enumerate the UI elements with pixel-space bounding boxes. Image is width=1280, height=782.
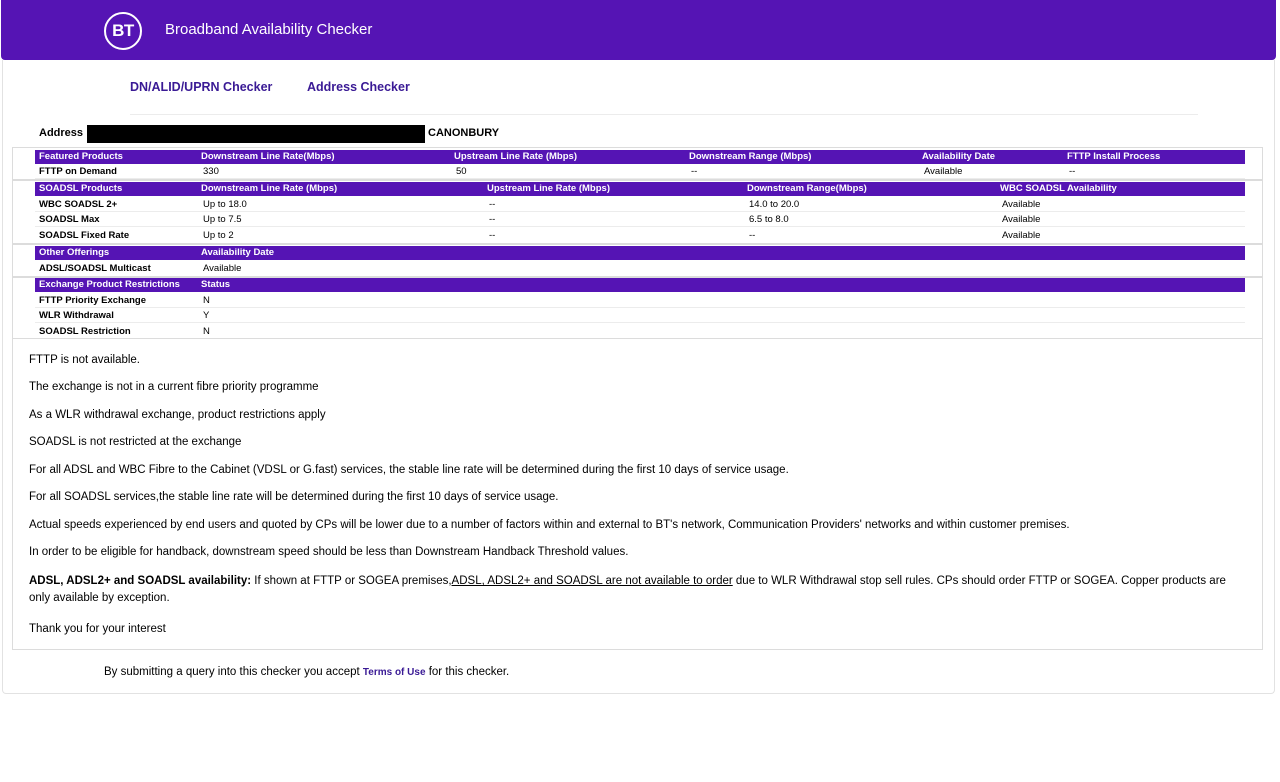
restriction-status: Y (203, 310, 210, 321)
featured-header-row (35, 150, 1245, 164)
restrictions-header-row (35, 278, 1245, 292)
message-soadsl-stable: For all SOADSL services,the stable line rate will be determined during the first 10 days of service usage. (29, 491, 559, 503)
soadsl-col-upstream: Upstream Line Rate (Mbps) (487, 183, 610, 194)
install-value: -- (1069, 166, 1076, 177)
product-name: FTTP on Demand (39, 166, 117, 177)
message-fttp: FTTP is not available. (29, 354, 141, 366)
address-label: Address (39, 127, 84, 139)
featured-col-availability: Availability Date (922, 151, 996, 162)
product-name: SOADSL Max (39, 214, 100, 225)
dn-checker-link[interactable]: DN/ALID/UPRN Checker (130, 80, 273, 94)
range-value: -- (749, 230, 756, 241)
product-name: SOADSL Fixed Rate (39, 230, 130, 241)
availability-text-pre: If shown at FTTP or SOGEA premises, (251, 575, 452, 587)
table-row (35, 197, 1245, 212)
availability-value: Available (1002, 199, 1041, 210)
range-value: 6.5 to 8.0 (749, 214, 789, 225)
message-fibre-priority: The exchange is not in a current fibre priority programme (29, 381, 319, 393)
address-redacted (87, 125, 425, 143)
other-col-availability: Availability Date (201, 247, 275, 258)
downstream-value: 330 (203, 166, 219, 177)
featured-col-install: FTTP Install Process (1067, 151, 1161, 162)
restriction-status: N (203, 326, 210, 337)
availability-value: Available (203, 263, 242, 274)
app-header (1, 0, 1276, 60)
availability-value: Available (924, 166, 963, 177)
table-row (35, 261, 1245, 276)
restriction-name: FTTP Priority Exchange (39, 295, 146, 306)
footer-pre: By submitting a query into this checker you accept (104, 666, 363, 678)
product-name: WBC SOADSL 2+ (39, 199, 118, 210)
featured-col-range: Downstream Range (Mbps) (689, 151, 812, 162)
terms-of-use-link[interactable]: Terms of Use (362, 667, 426, 678)
restrictions-col-name: Exchange Product Restrictions (39, 279, 180, 290)
availability-value: Available (1002, 214, 1041, 225)
range-value: -- (691, 166, 698, 177)
table-row (35, 212, 1245, 227)
message-adsl-wbc: For all ADSL and WBC Fibre to the Cabinet (VDSL or G.fast) services, the stable line rate will be determined during the first 10 days of service usage. (29, 464, 789, 476)
app-title: Broadband Availability Checker (165, 21, 373, 38)
table-row (35, 164, 1245, 179)
bt-logo: BT (104, 12, 142, 50)
upstream-value: -- (489, 230, 496, 241)
downstream-value: Up to 7.5 (203, 214, 242, 225)
table-row (35, 228, 1245, 243)
table-row (35, 308, 1245, 323)
table-row (35, 324, 1245, 339)
message-handback: In order to be eligible for handback, downstream speed should be less than Downstream Handback Threshold values. (29, 546, 629, 558)
upstream-value: -- (489, 214, 496, 225)
soadsl-col-products: SOADSL Products (39, 183, 123, 194)
downstream-value: Up to 18.0 (203, 199, 247, 210)
message-thank-you: Thank you for your interest (29, 623, 166, 635)
nav-divider (130, 114, 1198, 115)
upstream-value: 50 (456, 166, 467, 177)
soadsl-header-row (35, 182, 1245, 196)
other-col-offerings: Other Offerings (39, 247, 110, 258)
availability-text-post: due to WLR Withdrawal stop sell rules. CPs should order FTTP or SOGEA. Copper products are only available by exception. (29, 575, 1226, 604)
featured-col-products: Featured Products (39, 151, 123, 162)
table-row (35, 293, 1245, 308)
other-header-row (35, 246, 1245, 260)
offering-name: ADSL/SOADSL Multicast (39, 263, 151, 274)
restriction-name: SOADSL Restriction (39, 326, 131, 337)
soadsl-col-downstream: Downstream Line Rate (Mbps) (201, 183, 338, 194)
soadsl-col-range: Downstream Range(Mbps) (747, 183, 867, 194)
soadsl-col-availability: WBC SOADSL Availability (1000, 183, 1117, 194)
availability-value: Available (1002, 230, 1041, 241)
availability-heading: ADSL, ADSL2+ and SOADSL availability: (29, 575, 252, 587)
footer-text (104, 666, 509, 678)
footer-post: for this checker. (425, 666, 510, 678)
downstream-value: Up to 2 (203, 230, 234, 241)
restrictions-col-status: Status (201, 279, 231, 290)
restriction-name: WLR Withdrawal (39, 310, 114, 321)
upstream-value: -- (489, 199, 496, 210)
range-value: 14.0 to 20.0 (749, 199, 800, 210)
address-checker-link[interactable]: Address Checker (307, 80, 410, 94)
message-soadsl: SOADSL is not restricted at the exchange (29, 436, 242, 448)
address-town: CANONBURY (428, 127, 500, 139)
restriction-status: N (203, 295, 210, 306)
featured-col-upstream: Upstream Line Rate (Mbps) (454, 151, 577, 162)
message-actual-speeds: Actual speeds experienced by end users and quoted by CPs will be lower due to a number of factors within and external to BT's network, Communication Providers' networks and within customer premises. (29, 519, 1070, 531)
message-copper-availability (29, 573, 1249, 607)
availability-notice: ADSL, ADSL2+ and SOADSL are not available to order (451, 575, 733, 587)
featured-col-downstream: Downstream Line Rate(Mbps) (201, 151, 335, 162)
message-wlr: As a WLR withdrawal exchange, product restrictions apply (29, 409, 326, 421)
